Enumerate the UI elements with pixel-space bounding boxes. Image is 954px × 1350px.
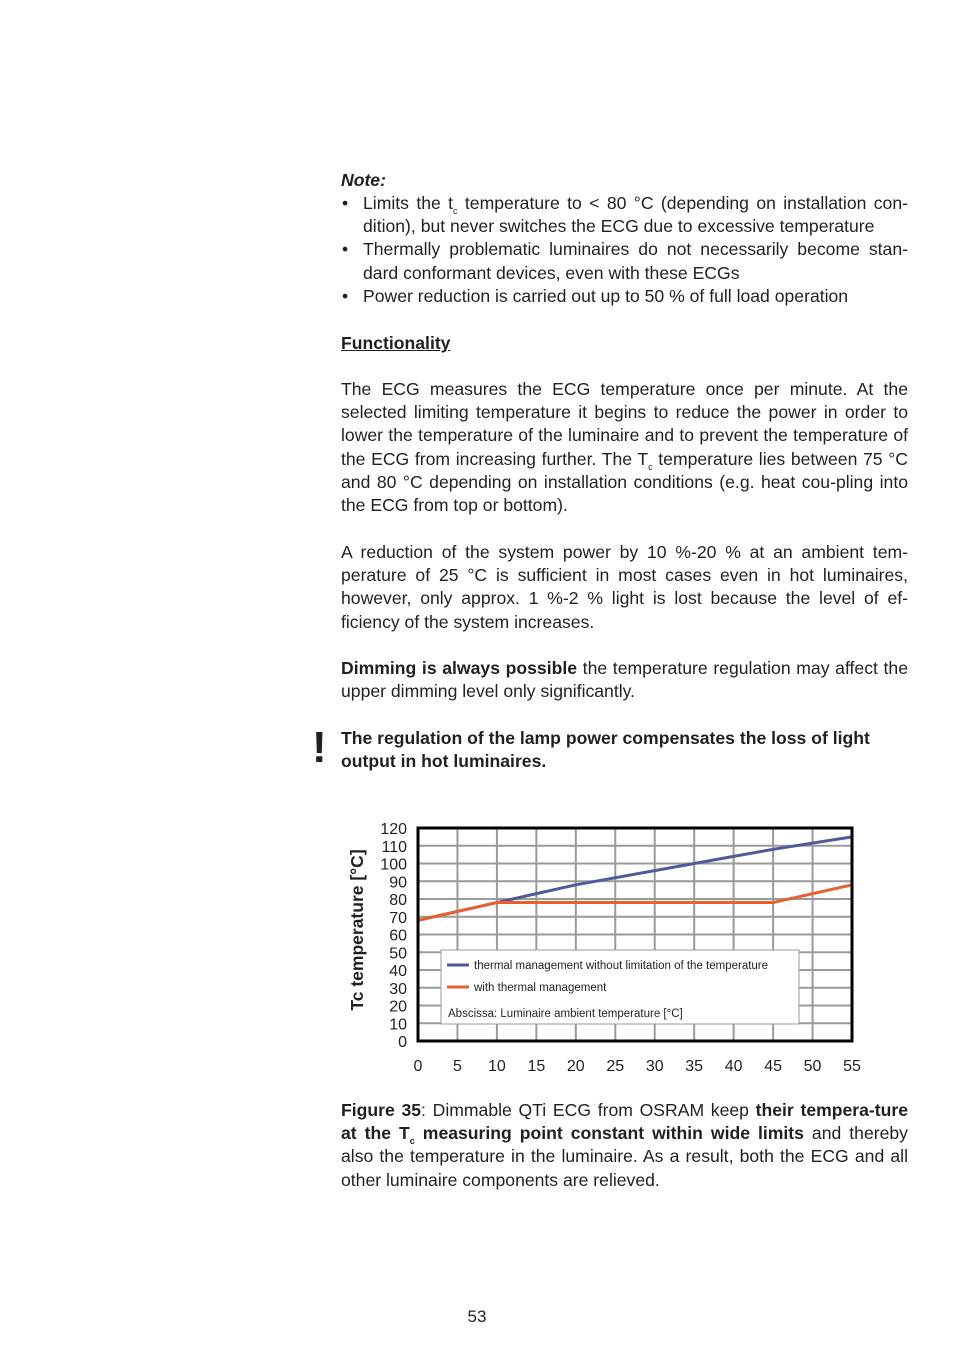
y-tick-label: 60 [389, 927, 407, 945]
legend-label-orange: with thermal management [474, 982, 607, 994]
x-tick-label: 10 [488, 1058, 506, 1075]
warning-exclamation-icon: ! [312, 723, 327, 772]
x-tick-label: 55 [843, 1058, 861, 1075]
note-bullet: • Limits the $t_c$ temperature to < 80 °C (depending on installation con-dition), but never switches the ECG due to excessive temperature [341, 192, 908, 238]
chart-legend [441, 950, 799, 1024]
y-tick-label: 10 [389, 1016, 407, 1034]
chart-series [418, 837, 852, 920]
y-tick-label: 20 [389, 998, 407, 1016]
x-tick-label: 30 [645, 1058, 664, 1075]
series-line-thermal-management [418, 885, 852, 921]
note-title: Note: [341, 170, 386, 190]
x-tick-label: 15 [527, 1058, 546, 1075]
x-tick-label: 40 [724, 1058, 743, 1075]
y-tick-label: 120 [380, 821, 407, 838]
y-tick-label: 50 [389, 945, 407, 963]
y-tick-label: 30 [389, 980, 407, 998]
y-axis-label: Tc temperature [°C] [347, 849, 367, 1011]
y-tick-label: 110 [381, 838, 407, 856]
y-tick-label: 100 [380, 856, 407, 874]
section-heading: Functionality [341, 333, 451, 353]
y-tick-label: 0 [398, 1034, 407, 1051]
paragraph-dimming: Dimming is always possible the temperature regulation may affect the upper dimming level only significantly. [341, 658, 908, 702]
y-tick-label: 80 [389, 892, 407, 909]
x-tick-label: 35 [685, 1058, 704, 1075]
y-tick-label: 40 [389, 963, 407, 980]
figure-caption: Figure 35: Dimmable QTi ECG from OSRAM keep their tempera-ture at the $T_c$ measuring point constant within wide limits and thereby also the temperature in the luminaire. As a result, both the ECG and all other luminaire components are relieved. [341, 1100, 909, 1190]
x-tick-label: 20 [566, 1058, 585, 1075]
series-line-without-limitation [418, 837, 852, 920]
note-bullet: • Power reduction is carried out up to 50 % of full load operation [341, 285, 908, 308]
x-tick-label: 5 [453, 1058, 462, 1075]
y-tick-label: 90 [389, 874, 407, 892]
y-tick-labels [380, 821, 407, 1051]
note-bullet: • Thermally problematic luminaires do not necessarily become stan-dard conformant devices, even with these ECGs [341, 238, 908, 284]
legend-label-blue: thermal management without limitation of the temperature [474, 960, 769, 972]
x-tick-label: 50 [803, 1058, 822, 1075]
x-tick-label: 25 [606, 1058, 625, 1075]
y-tick-label: 70 [389, 909, 407, 927]
x-axis-label: Abscissa: Luminaire ambient temperature [°C] [448, 1008, 683, 1020]
x-tick-label: 45 [764, 1058, 782, 1075]
x-tick-labels [414, 1058, 861, 1075]
warning-text: The regulation of the lamp power compensates the loss of light output in hot luminaires. [341, 728, 870, 772]
x-tick-label: 0 [413, 1058, 423, 1075]
page-number: 53 [467, 1307, 487, 1326]
paragraph-functionality: The ECG measures the ECG temperature once per minute. At the selected limiting temperature it begins to reduce the power in order to lower the temperature of the luminaire and to prevent the temperature of the ECG from increasing further. The $T_c$ temperature lies between 75 °C and 80 °C depending on installation conditions (e.g. heat cou-pling into the ECG from top or bottom). [341, 379, 908, 516]
paragraph-power-reduction: A reduction of the system power by 10 %-20 % at an ambient tem-perature of 25 °C is sufficient in most cases even in hot luminaires, however, only approx. 1 %-2 % light is lost because the level of ef-ficiency of the system increases. [341, 542, 908, 632]
